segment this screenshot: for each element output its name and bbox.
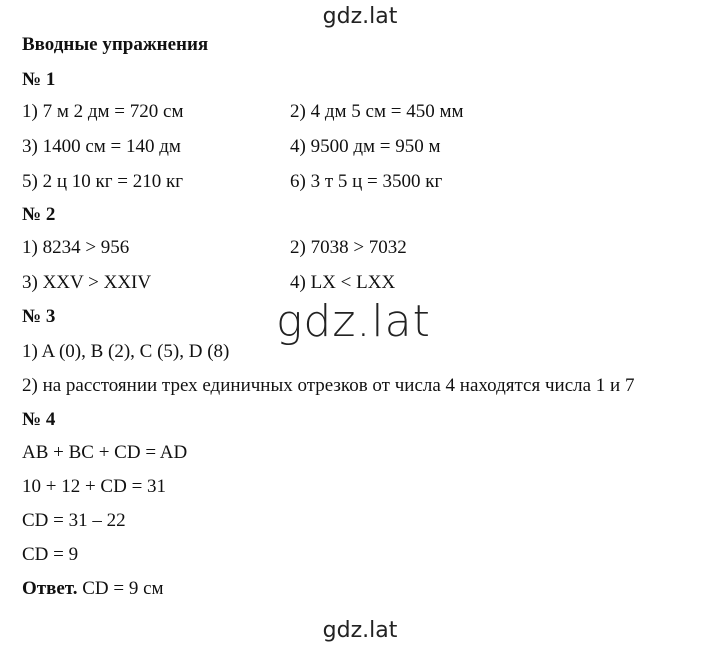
task-3-item-1: 1) A (0), B (2), C (5), D (8) [22, 341, 230, 362]
section-title: Вводные упражнения [22, 34, 209, 55]
task-1-heading: № 1 [22, 69, 56, 90]
answer-label: Ответ. [22, 578, 78, 599]
task-4-line-2: 10 + 12 + CD = 31 [22, 476, 167, 497]
task-1-item-1: 1) 7 м 2 дм = 720 см [22, 101, 184, 122]
task-4-answer [22, 578, 164, 600]
watermark-middle: gdz.lat [276, 296, 431, 347]
task-2-item-2: 2) 7038 > 7032 [290, 237, 407, 258]
task-3-heading: № 3 [22, 306, 56, 327]
task-4-line-4: CD = 9 [22, 544, 79, 565]
task-2-heading: № 2 [22, 204, 56, 225]
cut-off-text-fragment [22, 604, 36, 610]
task-2-item-1: 1) 8234 > 956 [22, 237, 130, 258]
answer-value: CD = 9 см [77, 578, 164, 599]
task-4-heading: № 4 [22, 409, 56, 430]
task-1-item-4: 4) 9500 дм = 950 м [290, 136, 441, 157]
watermark-top: gdz.lat [322, 4, 398, 29]
watermark-bottom: gdz.lat [322, 618, 398, 643]
task-1-item-6: 6) 3 т 5 ц = 3500 кг [290, 171, 443, 192]
task-2-item-4: 4) LX < LXX [290, 272, 396, 293]
task-1-item-5: 5) 2 ц 10 кг = 210 кг [22, 171, 184, 192]
task-1-item-3: 3) 1400 см = 140 дм [22, 136, 181, 157]
task-3-item-2: 2) на расстоянии трех единичных отрезков от числа 4 находятся числа 1 и 7 [22, 375, 635, 396]
task-2-item-3: 3) XXV > XXIV [22, 272, 152, 293]
task-4-line-3: CD = 31 – 22 [22, 510, 126, 531]
task-1-item-2: 2) 4 дм 5 см = 450 мм [290, 101, 464, 122]
task-4-line-1: AB + BC + CD = AD [22, 442, 188, 463]
